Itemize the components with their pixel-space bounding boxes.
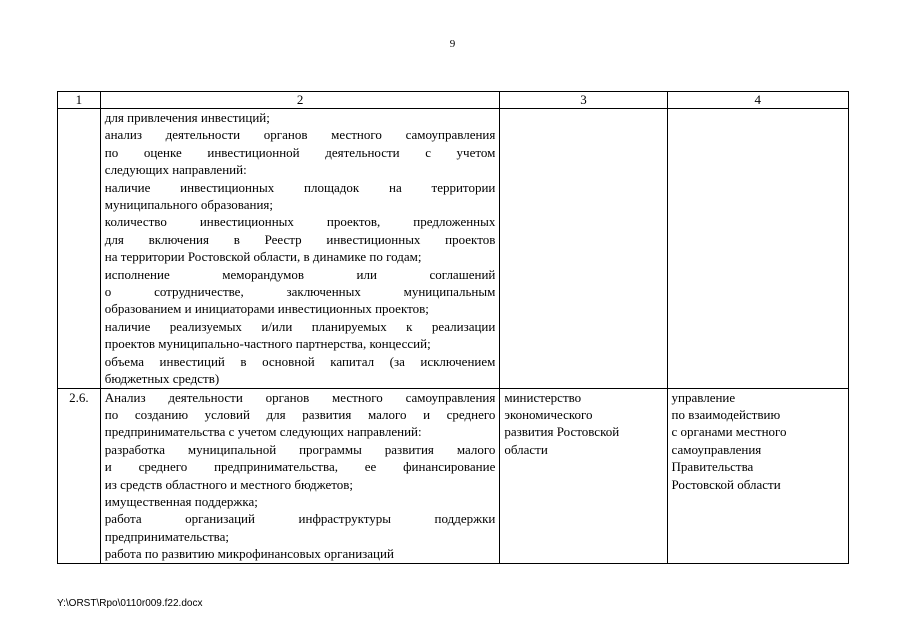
- text-line: Правительства: [671, 459, 754, 475]
- text-line: имущественная поддержка;: [104, 493, 258, 509]
- text-line: по созданию условий для развития малого и среднего: [104, 406, 496, 422]
- text-line: работа организаций инфраструктуры поддержки: [104, 511, 496, 527]
- text-line: с органами местного: [671, 424, 787, 440]
- text-line: разработка муниципальной программы развития малого: [104, 441, 496, 457]
- table-row-2-6: [58, 388, 849, 563]
- text-line: бюджетных средств): [104, 371, 220, 387]
- text-line: экономического: [504, 406, 593, 422]
- text-line: самоуправления: [671, 441, 762, 457]
- text-line: количество инвестиционных проектов, предложенных: [104, 214, 496, 230]
- text-line: предпринимательства с учетом следующих направлений:: [104, 424, 422, 440]
- text-line: по оценке инвестиционной деятельности с учетом: [104, 144, 496, 160]
- text-line: Анализ деятельности органов местного самоуправления: [104, 389, 496, 405]
- text-line: управление: [671, 389, 736, 405]
- text-line: исполнение меморандумов или соглашений: [104, 266, 496, 282]
- header-col-3: 3: [500, 92, 667, 109]
- text-line: муниципального образования;: [104, 197, 274, 213]
- responsible-cell: [500, 109, 667, 389]
- table-header-row: [58, 92, 849, 109]
- text-line: по взаимодействию: [671, 406, 781, 422]
- text-line: министерство: [504, 389, 582, 405]
- text-line: для включения в Реестр инвестиционных проектов: [104, 231, 496, 247]
- text-line: Ростовской области: [671, 476, 781, 492]
- document-table: [57, 91, 849, 564]
- header-col-2: 2: [100, 92, 500, 109]
- description-cell: [100, 388, 500, 563]
- text-line: для привлечения инвестиций;: [104, 110, 270, 125]
- coexecutor-cell: [667, 109, 848, 389]
- text-line: наличие инвестиционных площадок на территории: [104, 179, 496, 195]
- responsible-cell: [500, 388, 667, 563]
- header-col-1: 1: [58, 92, 101, 109]
- row-number-cell: [58, 109, 101, 389]
- text-line: предпринимательства;: [104, 528, 230, 544]
- page-number: 9: [449, 38, 456, 50]
- text-line: объема инвестиций в основной капитал (за исключением: [104, 353, 496, 369]
- text-line: области: [504, 441, 548, 457]
- text-line: проектов муниципально-частного партнерства, концессий;: [104, 336, 431, 352]
- text-line: и среднего предпринимательства, ее финансирование: [104, 459, 496, 475]
- table-row-continuation: [58, 109, 849, 389]
- header-col-4: 4: [667, 92, 848, 109]
- coexecutor-cell: [667, 388, 848, 563]
- description-cell: [100, 109, 500, 389]
- text-line: на территории Ростовской области, в динамике по годам;: [104, 249, 422, 265]
- file-path-footer: Y:\ORST\Rpo\0110r009.f22.docx: [57, 598, 203, 609]
- text-line: работа по развитию микрофинансовых организаций: [104, 546, 394, 562]
- text-line: следующих направлений:: [104, 162, 247, 178]
- text-line: о сотрудничестве, заключенных муниципальным: [104, 284, 496, 300]
- text-line: образованием и инициаторами инвестиционных проектов;: [104, 301, 429, 317]
- text-line: развития Ростовской: [504, 424, 620, 440]
- text-line: анализ деятельности органов местного самоуправления: [104, 127, 496, 143]
- text-line: из средств областного и местного бюджетов;: [104, 476, 353, 492]
- text-line: наличие реализуемых и/или планируемых к реализации: [104, 318, 496, 334]
- row-number-cell: 2.6.: [58, 388, 101, 563]
